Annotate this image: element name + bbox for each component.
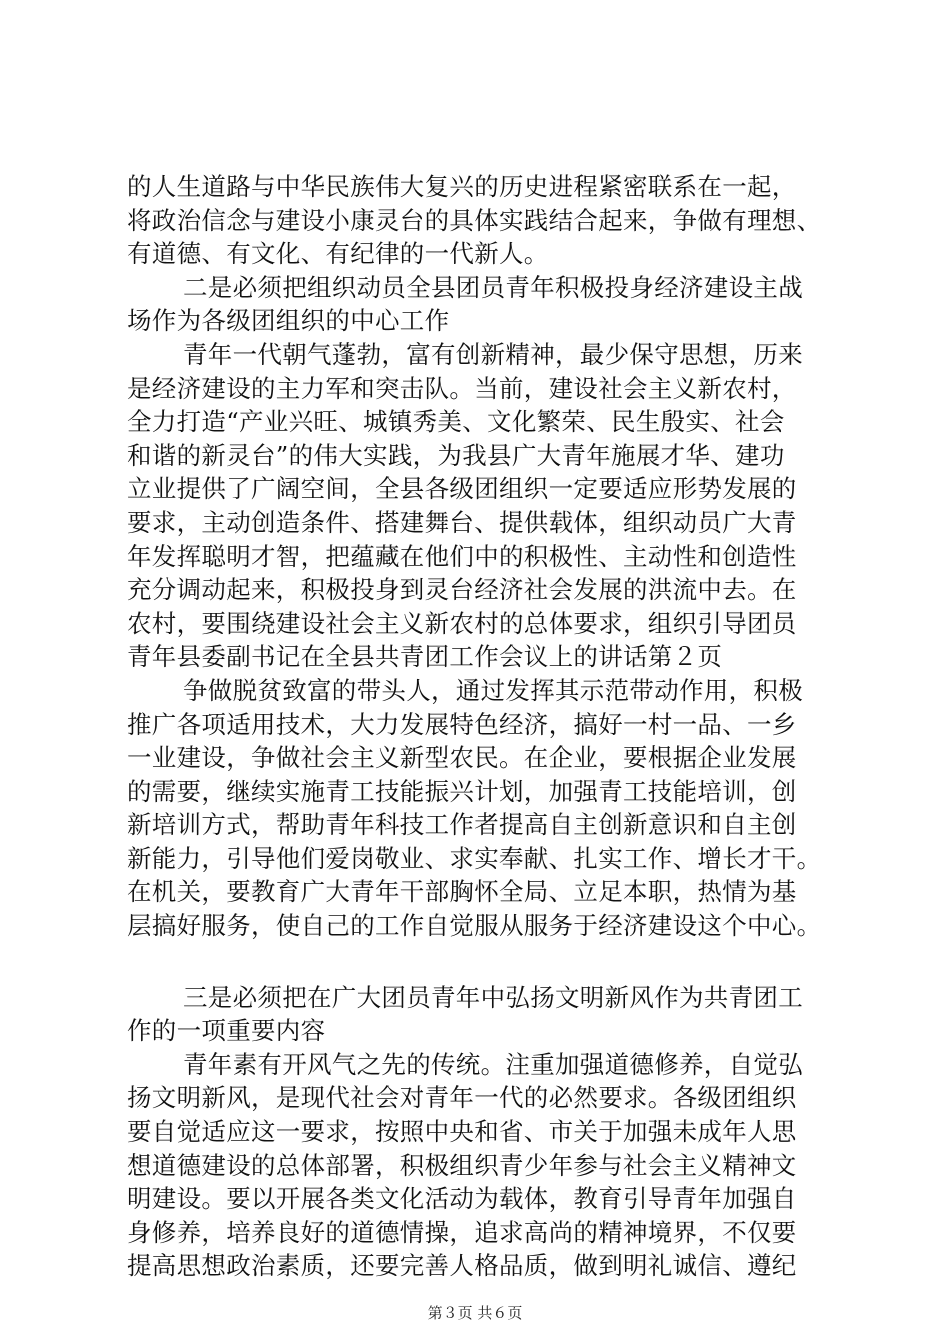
section-heading-line: 作的一项重要内容 [127,1016,326,1046]
page-number-footer: 第３页 共６页 [427,1304,523,1322]
text-line: 层搞好服务，使自己的工作自觉服从服务于经济建设这个中心。 [127,911,822,941]
text-line: 充分调动起来，积极投身到灵台经济社会发展的洪流中去。在 [127,575,797,605]
text-line: 扬文明新风，是现代社会对青年一代的必然要求。各级团组织 [127,1083,797,1113]
text-line: 新能力，引导他们爱岗敬业、求实奉献、扎实工作、增长才干。 [127,843,822,873]
paragraph-gap [127,943,827,981]
text-line: 的人生道路与中华民族伟大复兴的历史进程紧密联系在一起， [127,172,797,201]
text-line: 要求，主动创造条件、搭建舞台、提供载体，组织动员广大青 [127,507,797,537]
text-line: 全力打造“产业兴旺、城镇秀美、文化繁荣、民生殷实、社会 [127,407,785,437]
text-line: 和谐的新灵台”的伟大实践，为我县广大青年施展才华、建功 [127,440,785,470]
text-line: 在机关，要教育广大青年干部胸怀全局、立足本职，热情为基 [127,877,797,907]
text-line: 立业提供了广阔空间，全县各级团组织一定要适应形势发展的 [127,474,797,504]
text-line: 争做脱贫致富的带头人，通过发挥其示范带动作用，积极 [183,675,803,705]
text-line: 青年素有开风气之先的传统。注重加强道德修养，自觉弘 [183,1049,803,1079]
text-line: 有道德、有文化、有纪律的一代新人。 [127,239,549,269]
text-line: 一业建设，争做社会主义新型农民。在企业，要根据企业发展 [127,743,797,773]
text-line: 推广各项适用技术，大力发展特色经济，搞好一村一品、一乡 [127,709,797,739]
text-line: 身修养，培养良好的道德情操，追求高尚的精神境界，不仅要 [127,1217,797,1247]
text-line: 的需要，继续实施青工技能振兴计划，加强青工技能培训，创 [127,776,797,806]
text-line: 年发挥聪明才智，把蕴藏在他们中的积极性、主动性和创造性 [127,541,797,571]
section-heading-line: 三是必须把在广大团员青年中弘扬文明新风作为共青团工 [183,982,803,1012]
text-line: 青年一代朝气蓬勃，富有创新精神，最少保守思想，历来 [183,339,803,369]
section-heading-line: 场作为各级团组织的中心工作 [127,306,450,336]
text-line: 将政治信念与建设小康灵台的具体实践结合起来，争做有理想、 [127,205,822,235]
text-line: 要自觉适应这一要求，按照中央和省、市关于加强未成年人思 [127,1117,797,1147]
text-line: 青年县委副书记在全县共青团工作会议上的讲话第２页 [127,642,723,672]
section-heading-line: 二是必须把组织动员全县团员青年积极投身经济建设主战 [183,272,803,302]
text-line: 新培训方式，帮助青年科技工作者提高自主创新意识和自主创 [127,810,797,840]
document-body [127,170,827,1283]
text-line: 是经济建设的主力军和突击队。当前，建设社会主义新农村， [127,373,797,403]
text-line: 农村，要围绕建设社会主义新农村的总体要求，组织引导团员 [127,608,797,638]
text-line: 提高思想政治素质，还要完善人格品质，做到明礼诚信、遵纪 [127,1251,797,1281]
text-line: 明建设。要以开展各类文化活动为载体，教育引导青年加强自 [127,1184,797,1214]
text-line: 想道德建设的总体部署，积极组织青少年参与社会主义精神文 [127,1150,797,1180]
